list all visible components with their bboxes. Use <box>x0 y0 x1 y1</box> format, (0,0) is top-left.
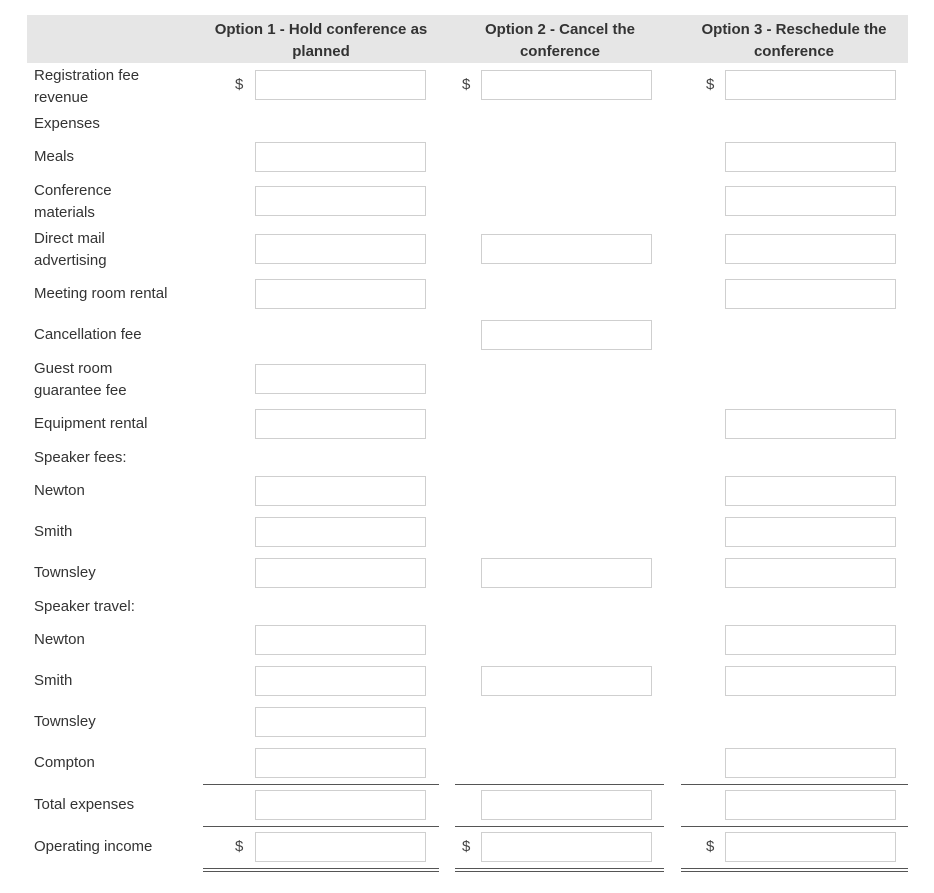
registration-fee-revenue-option-2-input[interactable] <box>481 70 652 100</box>
meeting-room-rental-option-3-input[interactable] <box>725 279 896 309</box>
fees-townsley-option-1-input[interactable] <box>255 558 426 588</box>
dollar-sign: $ <box>706 838 715 855</box>
conference-materials-option-1-input[interactable] <box>255 186 426 216</box>
fees-smith-option-3-input[interactable] <box>725 517 896 547</box>
total-rule <box>681 826 908 827</box>
row-label-equipment-rental: Equipment rental <box>34 415 148 432</box>
total-expenses-option-1-input[interactable] <box>255 790 426 820</box>
row-label-fees-newton: Newton <box>34 482 85 499</box>
direct-mail-advertising-option-1-input[interactable] <box>255 234 426 264</box>
fees-smith-option-1-input[interactable] <box>255 517 426 547</box>
dollar-sign: $ <box>706 76 715 93</box>
direct-mail-advertising-option-2-input[interactable] <box>481 234 652 264</box>
travel-compton-option-1-input[interactable] <box>255 748 426 778</box>
dollar-sign: $ <box>235 76 244 93</box>
dollar-sign: $ <box>235 838 244 855</box>
row-label-cancellation-fee: Cancellation fee <box>34 326 142 343</box>
double-underline <box>455 868 664 872</box>
direct-mail-advertising-option-3-input[interactable] <box>725 234 896 264</box>
row-label-registration-fee-revenue: Registration fee revenue <box>34 67 140 106</box>
travel-townsley-option-1-input[interactable] <box>255 707 426 737</box>
section-label-expenses: Expenses <box>34 115 100 132</box>
cancellation-fee-option-2-input[interactable] <box>481 320 652 350</box>
operating-income-option-3-input[interactable] <box>725 832 896 862</box>
double-underline <box>203 868 439 872</box>
section-label-speaker-travel: Speaker travel: <box>34 598 135 615</box>
row-label-fees-townsley: Townsley <box>34 564 96 581</box>
meeting-room-rental-option-1-input[interactable] <box>255 279 426 309</box>
travel-smith-option-2-input[interactable] <box>481 666 652 696</box>
row-label-total-expenses: Total expenses <box>34 796 135 813</box>
row-label-meals: Meals <box>34 148 75 165</box>
dollar-sign: $ <box>462 76 471 93</box>
fees-townsley-option-3-input[interactable] <box>725 558 896 588</box>
travel-smith-option-1-input[interactable] <box>255 666 426 696</box>
fees-townsley-option-2-input[interactable] <box>481 558 652 588</box>
total-rule <box>203 826 439 827</box>
travel-newton-option-3-input[interactable] <box>725 625 896 655</box>
total-rule <box>455 826 664 827</box>
subtotal-rule <box>455 784 664 785</box>
row-label-fees-smith: Smith <box>34 523 73 540</box>
guest-room-guarantee-fee-option-1-input[interactable] <box>255 364 426 394</box>
total-expenses-option-3-input[interactable] <box>725 790 896 820</box>
equipment-rental-option-3-input[interactable] <box>725 409 896 439</box>
column-title-option-1: Option 1 - Hold conference as planned <box>214 21 428 60</box>
row-label-travel-smith: Smith <box>34 672 73 689</box>
travel-newton-option-1-input[interactable] <box>255 625 426 655</box>
total-expenses-option-2-input[interactable] <box>481 790 652 820</box>
fees-newton-option-1-input[interactable] <box>255 476 426 506</box>
row-label-guest-room-guarantee-fee: Guest room guarantee fee <box>34 360 127 399</box>
conference-materials-option-3-input[interactable] <box>725 186 896 216</box>
dollar-sign: $ <box>462 838 471 855</box>
travel-compton-option-3-input[interactable] <box>725 748 896 778</box>
row-label-travel-townsley: Townsley <box>34 713 96 730</box>
operating-income-option-2-input[interactable] <box>481 832 652 862</box>
column-title-option-3: Option 3 - Reschedule the conference <box>701 21 887 60</box>
row-label-conference-materials: Conference materials <box>34 182 112 221</box>
fees-newton-option-3-input[interactable] <box>725 476 896 506</box>
row-label-direct-mail-advertising: Direct mail advertising <box>34 230 107 269</box>
subtotal-rule <box>681 784 908 785</box>
operating-income-option-1-input[interactable] <box>255 832 426 862</box>
registration-fee-revenue-option-3-input[interactable] <box>725 70 896 100</box>
meals-option-3-input[interactable] <box>725 142 896 172</box>
row-label-operating-income: Operating income <box>34 838 153 855</box>
subtotal-rule <box>203 784 439 785</box>
row-label-travel-compton: Compton <box>34 754 95 771</box>
registration-fee-revenue-option-1-input[interactable] <box>255 70 426 100</box>
row-label-travel-newton: Newton <box>34 631 85 648</box>
meals-option-1-input[interactable] <box>255 142 426 172</box>
section-label-speaker-fees: Speaker fees: <box>34 449 127 466</box>
column-title-option-2: Option 2 - Cancel the conference <box>484 21 635 60</box>
row-label-meeting-room-rental: Meeting room rental <box>34 285 168 302</box>
travel-smith-option-3-input[interactable] <box>725 666 896 696</box>
double-underline <box>681 868 908 872</box>
equipment-rental-option-1-input[interactable] <box>255 409 426 439</box>
